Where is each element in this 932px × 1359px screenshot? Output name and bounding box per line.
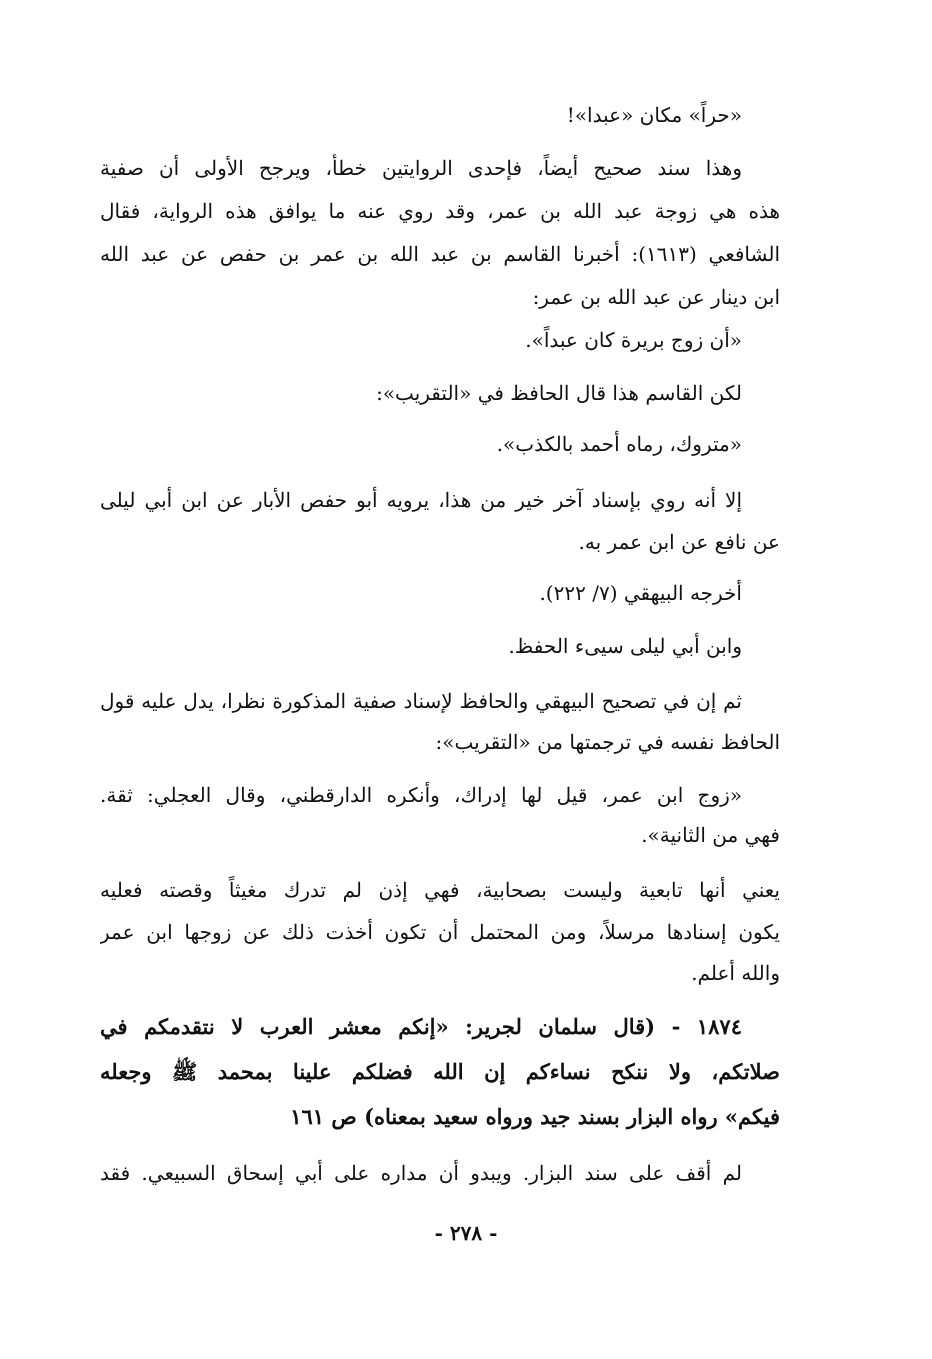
text-line-3: هذه هي زوجة عبد الله بن عمر، وقد روي عنه ما يوافق هذه الرواية، فقال: [100, 199, 780, 223]
quote-line-3: «زوج ابن عمر، قيل لها إدراك، وأنكره الدارقطني، وقال العجلي: ثقة.: [100, 783, 742, 807]
text-line-12: الحافظ نفسه في ترجمتها من «التقريب»:: [435, 730, 780, 754]
text-line-8: عن نافع عن ابن عمر به.: [578, 530, 780, 554]
text-line-14: يكون إسنادها مرسلاً، ومن المحتمل أن تكون أخذت ذلك عن زوجها ابن عمر: [100, 920, 780, 944]
text-line-11: ثم إن في تصحيح البيهقي والحافظ لإسناد صفية المذكورة نظرا، يدل عليه قول: [100, 689, 742, 713]
text-line-6: لكن القاسم هذا قال الحافظ في «التقريب»:: [376, 381, 742, 405]
quote-line-4: فهي من الثانية».: [641, 823, 780, 847]
hadith-heading-line-3: فيكم» رواه البزار بسند جيد ورواه سعيد بمعناه) ص ١٦١: [290, 1104, 780, 1129]
text-line-16: لم أقف على سند البزار. ويبدو أن مداره على أبي إسحاق السبيعي. فقد: [100, 1161, 742, 1185]
text-line-7: إلا أنه روي بإسناد آخر خير من هذا، يرويه أبو حفص الأبار عن ابن أبي ليلى: [100, 488, 742, 512]
text-line-2: وهذا سند صحيح أيضاً، فإحدى الروايتين خطأ، ويرجح الأولى أن صفية: [100, 156, 742, 180]
hadith-heading-line-1: ١٨٧٤ - (قال سلمان لجرير: «إنكم معشر العرب لا نتقدمكم في: [100, 1014, 742, 1039]
text-line-15: والله أعلم.: [691, 961, 780, 985]
text-line-4: الشافعي (١٦١٣): أخبرنا القاسم بن عبد الله بن عمر بن حفص عن عبد الله: [100, 242, 780, 266]
hadith-heading-line-2: صلاتكم، ولا ننكح نساءكم إن الله فضلكم علينا بمحمد ﷺ وجعله: [100, 1059, 780, 1084]
text-line-5: ابن دينار عن عبد الله بن عمر:: [532, 285, 780, 309]
quote-line-1: «أن زوج بريرة كان عبداً».: [525, 328, 742, 352]
page-number: - ٢٧٨ -: [434, 1221, 498, 1245]
text-line-1: «حراً» مكان «عبدا»!: [566, 103, 742, 127]
text-line-9: أخرجه البيهقي (٧/ ٢٢٢).: [539, 581, 742, 605]
text-line-10: وابن أبي ليلى سيىء الحفظ.: [508, 634, 742, 658]
quote-line-2: «متروك، رماه أحمد بالكذب».: [496, 432, 742, 456]
text-line-13: يعني أنها تابعية وليست بصحابية، فهي إذن لم تدرك مغيثاً وقصته فعليه: [100, 878, 780, 902]
